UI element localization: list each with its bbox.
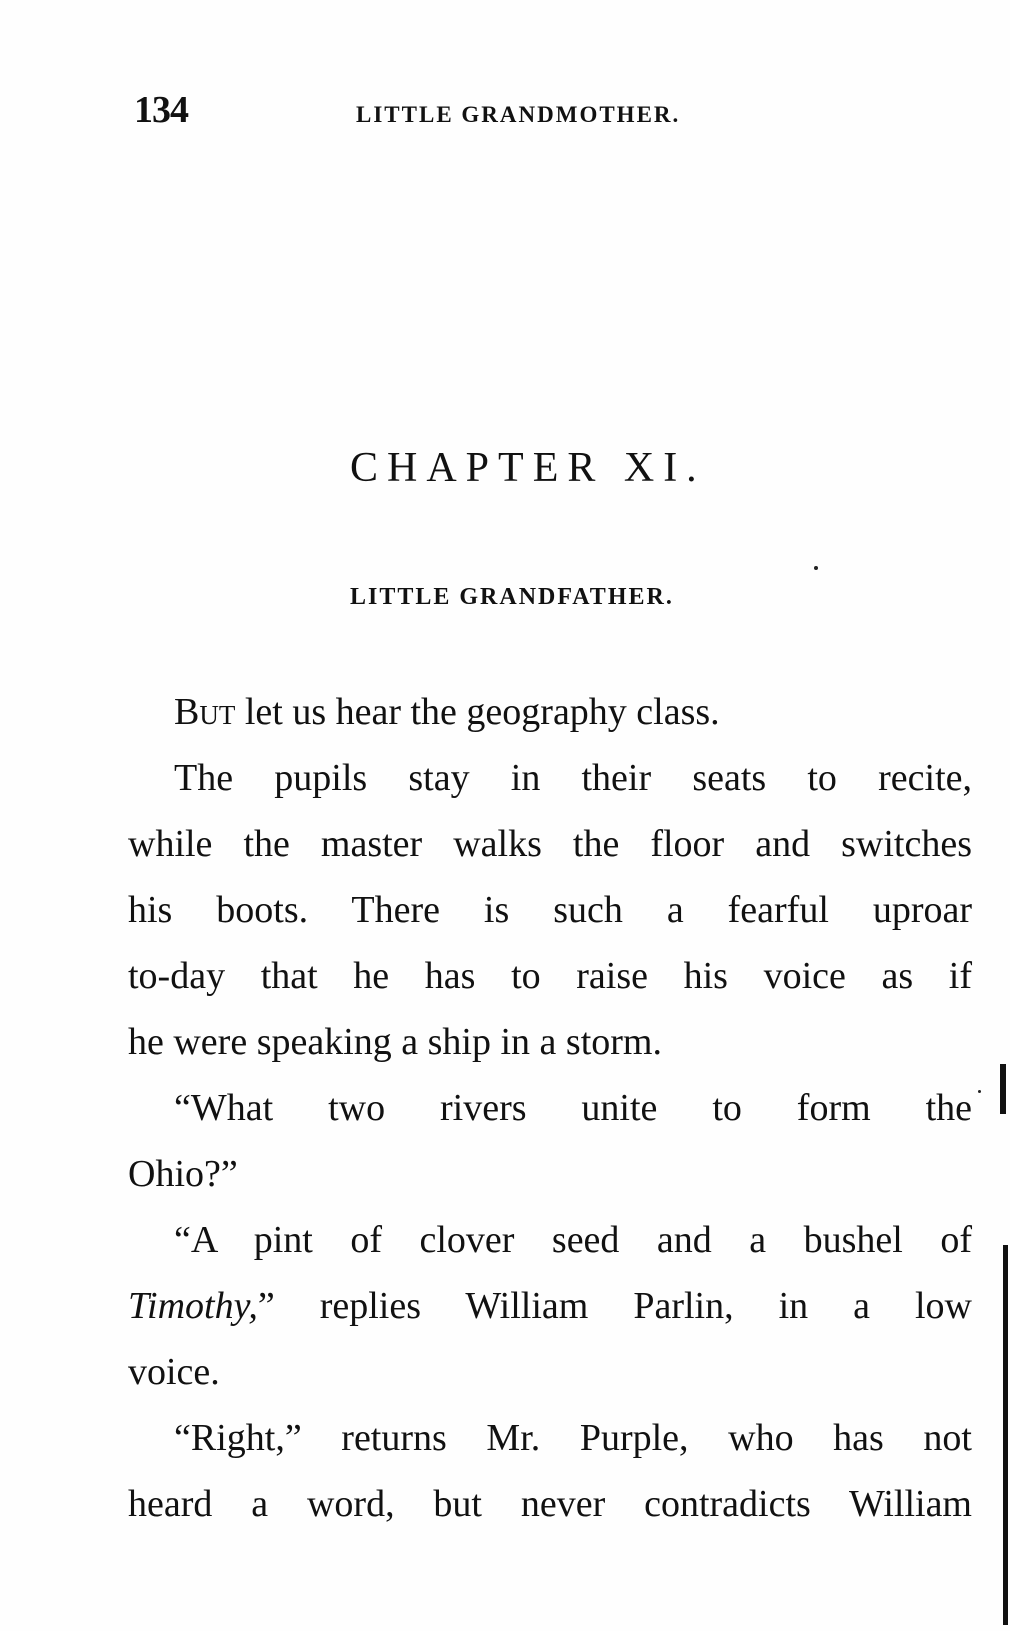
text-line-10 (128, 1284, 972, 1328)
text-line-7: “What two rivers unite to form the (174, 1087, 972, 1129)
running-head: LITTLE GRANDMOTHER. (356, 102, 681, 127)
text-line-13: heard a word, but never contradicts William (128, 1483, 972, 1525)
text-line-10-rest: ” replies William Parlin, in a low (257, 1285, 972, 1327)
chapter-title: CHAPTER XI. (350, 445, 706, 491)
page-header (0, 88, 1010, 138)
text-line-11: voice. (128, 1351, 220, 1393)
chapter-subtitle: LITTLE GRANDFATHER. (350, 584, 674, 610)
text-line-8: Ohio?” (128, 1153, 238, 1195)
text-line-2: The pupils stay in their seats to recite, (174, 757, 972, 799)
text-line-12: “Right,” returns Mr. Purple, who has not (174, 1417, 972, 1459)
italic-word: Timothy, (128, 1285, 258, 1327)
text-line-9: “A pint of clover seed and a bushel of (174, 1219, 972, 1261)
scan-edge-mark-upper (1000, 1064, 1006, 1114)
text-line-4: his boots. There is such a fearful uproar (128, 889, 972, 931)
text-line-1-rest: let us hear the geography class. (235, 691, 720, 733)
text-line-5: to-day that he has to raise his voice as if (128, 955, 972, 997)
text-line-3: while the master walks the floor and switches (128, 823, 972, 865)
small-caps-opening: But (174, 691, 236, 733)
text-line-6: he were speaking a ship in a storm. (128, 1021, 662, 1063)
scan-speck (814, 566, 818, 570)
text-line-1 (174, 690, 720, 734)
page-number: 134 (134, 89, 188, 131)
scan-speck (978, 1090, 981, 1093)
scan-edge-mark-lower (1003, 1245, 1008, 1625)
